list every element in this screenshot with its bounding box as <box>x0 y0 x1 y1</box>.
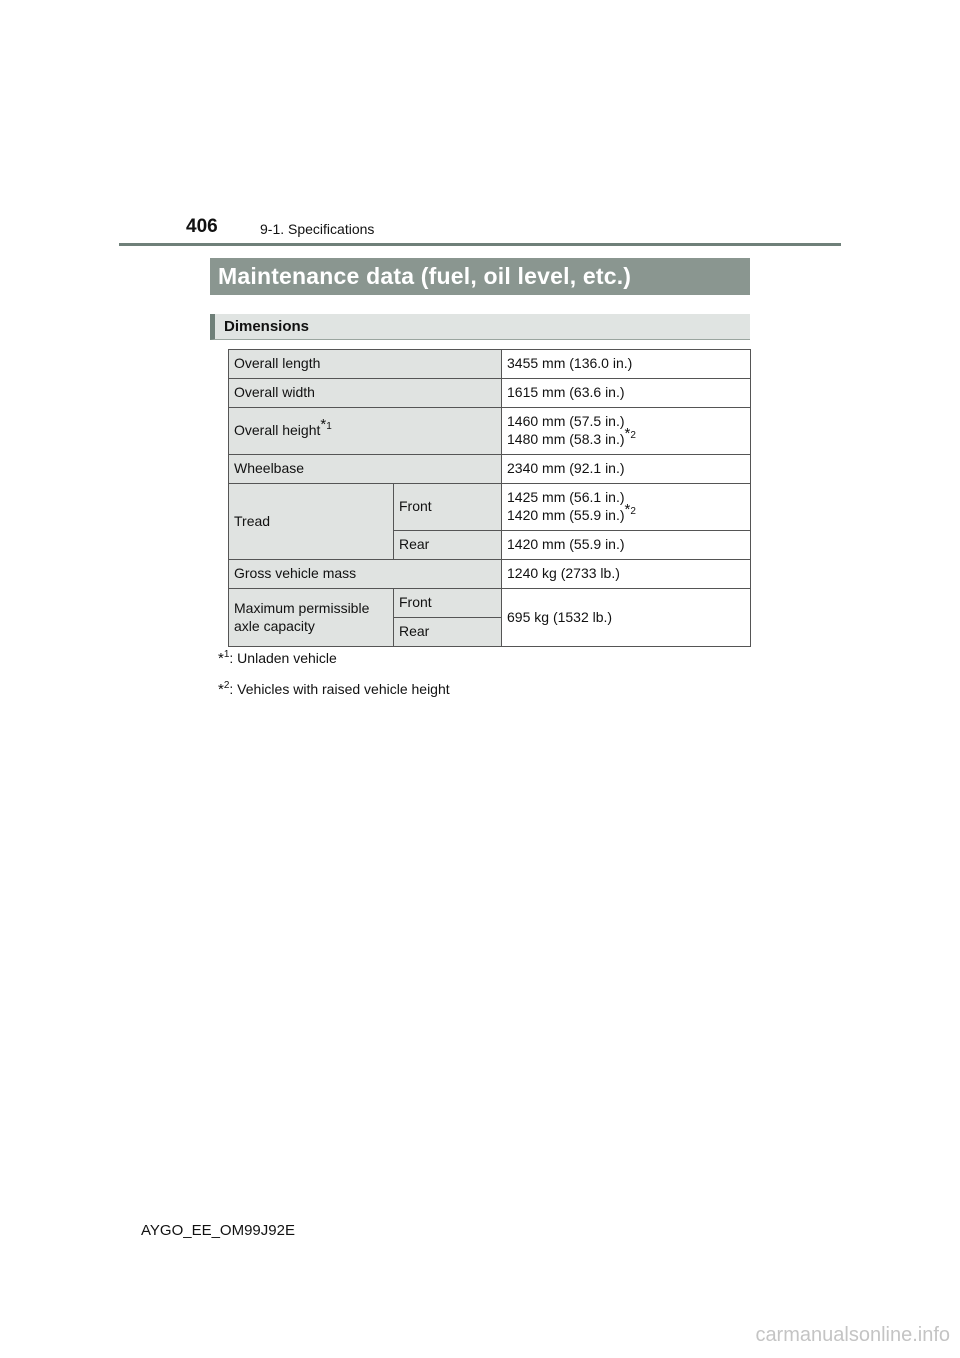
section-label: 9-1. Specifications <box>260 221 375 237</box>
page-number: 406 <box>186 216 218 237</box>
row-value-overall-length: 3455 mm (136.0 in.) <box>502 350 751 379</box>
table-row <box>229 379 751 408</box>
row-value-gross-vehicle-mass: 1240 kg (2733 lb.) <box>502 560 751 589</box>
axle-capacity-label-line1: Maximum permissible <box>234 599 370 616</box>
row-label-overall-length: Overall length <box>229 350 502 379</box>
footnote-2: *$^2$: Vehicles with raised vehicle height <box>218 680 450 698</box>
footnotes <box>218 646 450 708</box>
overall-height-label: Overall height <box>234 422 321 438</box>
footnote-ref: *2 <box>624 501 636 518</box>
axle-front-label: Front <box>394 589 502 618</box>
table-row <box>229 350 751 379</box>
overall-height-value-raised: 1480 mm (58.3 in.)$^{*2}$ <box>507 425 636 447</box>
footnote-1: *$^1$: Unladen vehicle <box>218 649 337 667</box>
row-value-overall-height <box>502 408 751 455</box>
axle-capacity-label-line2: axle capacity <box>234 617 315 634</box>
watermark: carmanualsonline.info <box>755 1324 950 1346</box>
row-value-overall-width: 1615 mm (63.6 in.) <box>502 379 751 408</box>
tread-rear-label: Rear <box>394 531 502 560</box>
row-label-wheelbase: Wheelbase <box>229 455 502 484</box>
row-label-gross-vehicle-mass: Gross vehicle mass <box>229 560 502 589</box>
table-row <box>229 408 751 455</box>
row-value-wheelbase: 2340 mm (92.1 in.) <box>502 455 751 484</box>
overall-height-value-standard: 1460 mm (57.5 in.) <box>507 413 625 429</box>
row-label-axle-capacity <box>229 589 394 647</box>
row-label-overall-width: Overall width <box>229 379 502 408</box>
document-code: AYGO_EE_OM99J92E <box>141 1222 295 1239</box>
tread-front-value-standard: 1425 mm (56.1 in.) <box>507 489 625 505</box>
row-value-tread-front <box>502 484 751 531</box>
tread-front-label: Front <box>394 484 502 531</box>
row-value-axle-capacity: 695 kg (1532 lb.) <box>502 589 751 647</box>
row-value-tread-rear: 1420 mm (55.9 in.) <box>502 531 751 560</box>
row-label-tread: Tread <box>229 484 394 560</box>
axle-rear-label: Rear <box>394 618 502 647</box>
footnote-ref: *2 <box>624 425 636 442</box>
table-row <box>229 589 751 618</box>
subsection-heading: Dimensions <box>210 314 750 340</box>
table-row <box>229 484 751 531</box>
table-row <box>229 455 751 484</box>
footnote-ref: *1 <box>320 416 332 433</box>
dimensions-table <box>228 349 751 647</box>
header-divider <box>119 243 841 246</box>
row-label-overall-height <box>229 408 502 455</box>
table-row <box>229 560 751 589</box>
page-title: Maintenance data (fuel, oil level, etc.) <box>210 258 750 295</box>
tread-front-value-raised: 1420 mm (55.9 in.)$^{*2}$ <box>507 501 636 523</box>
